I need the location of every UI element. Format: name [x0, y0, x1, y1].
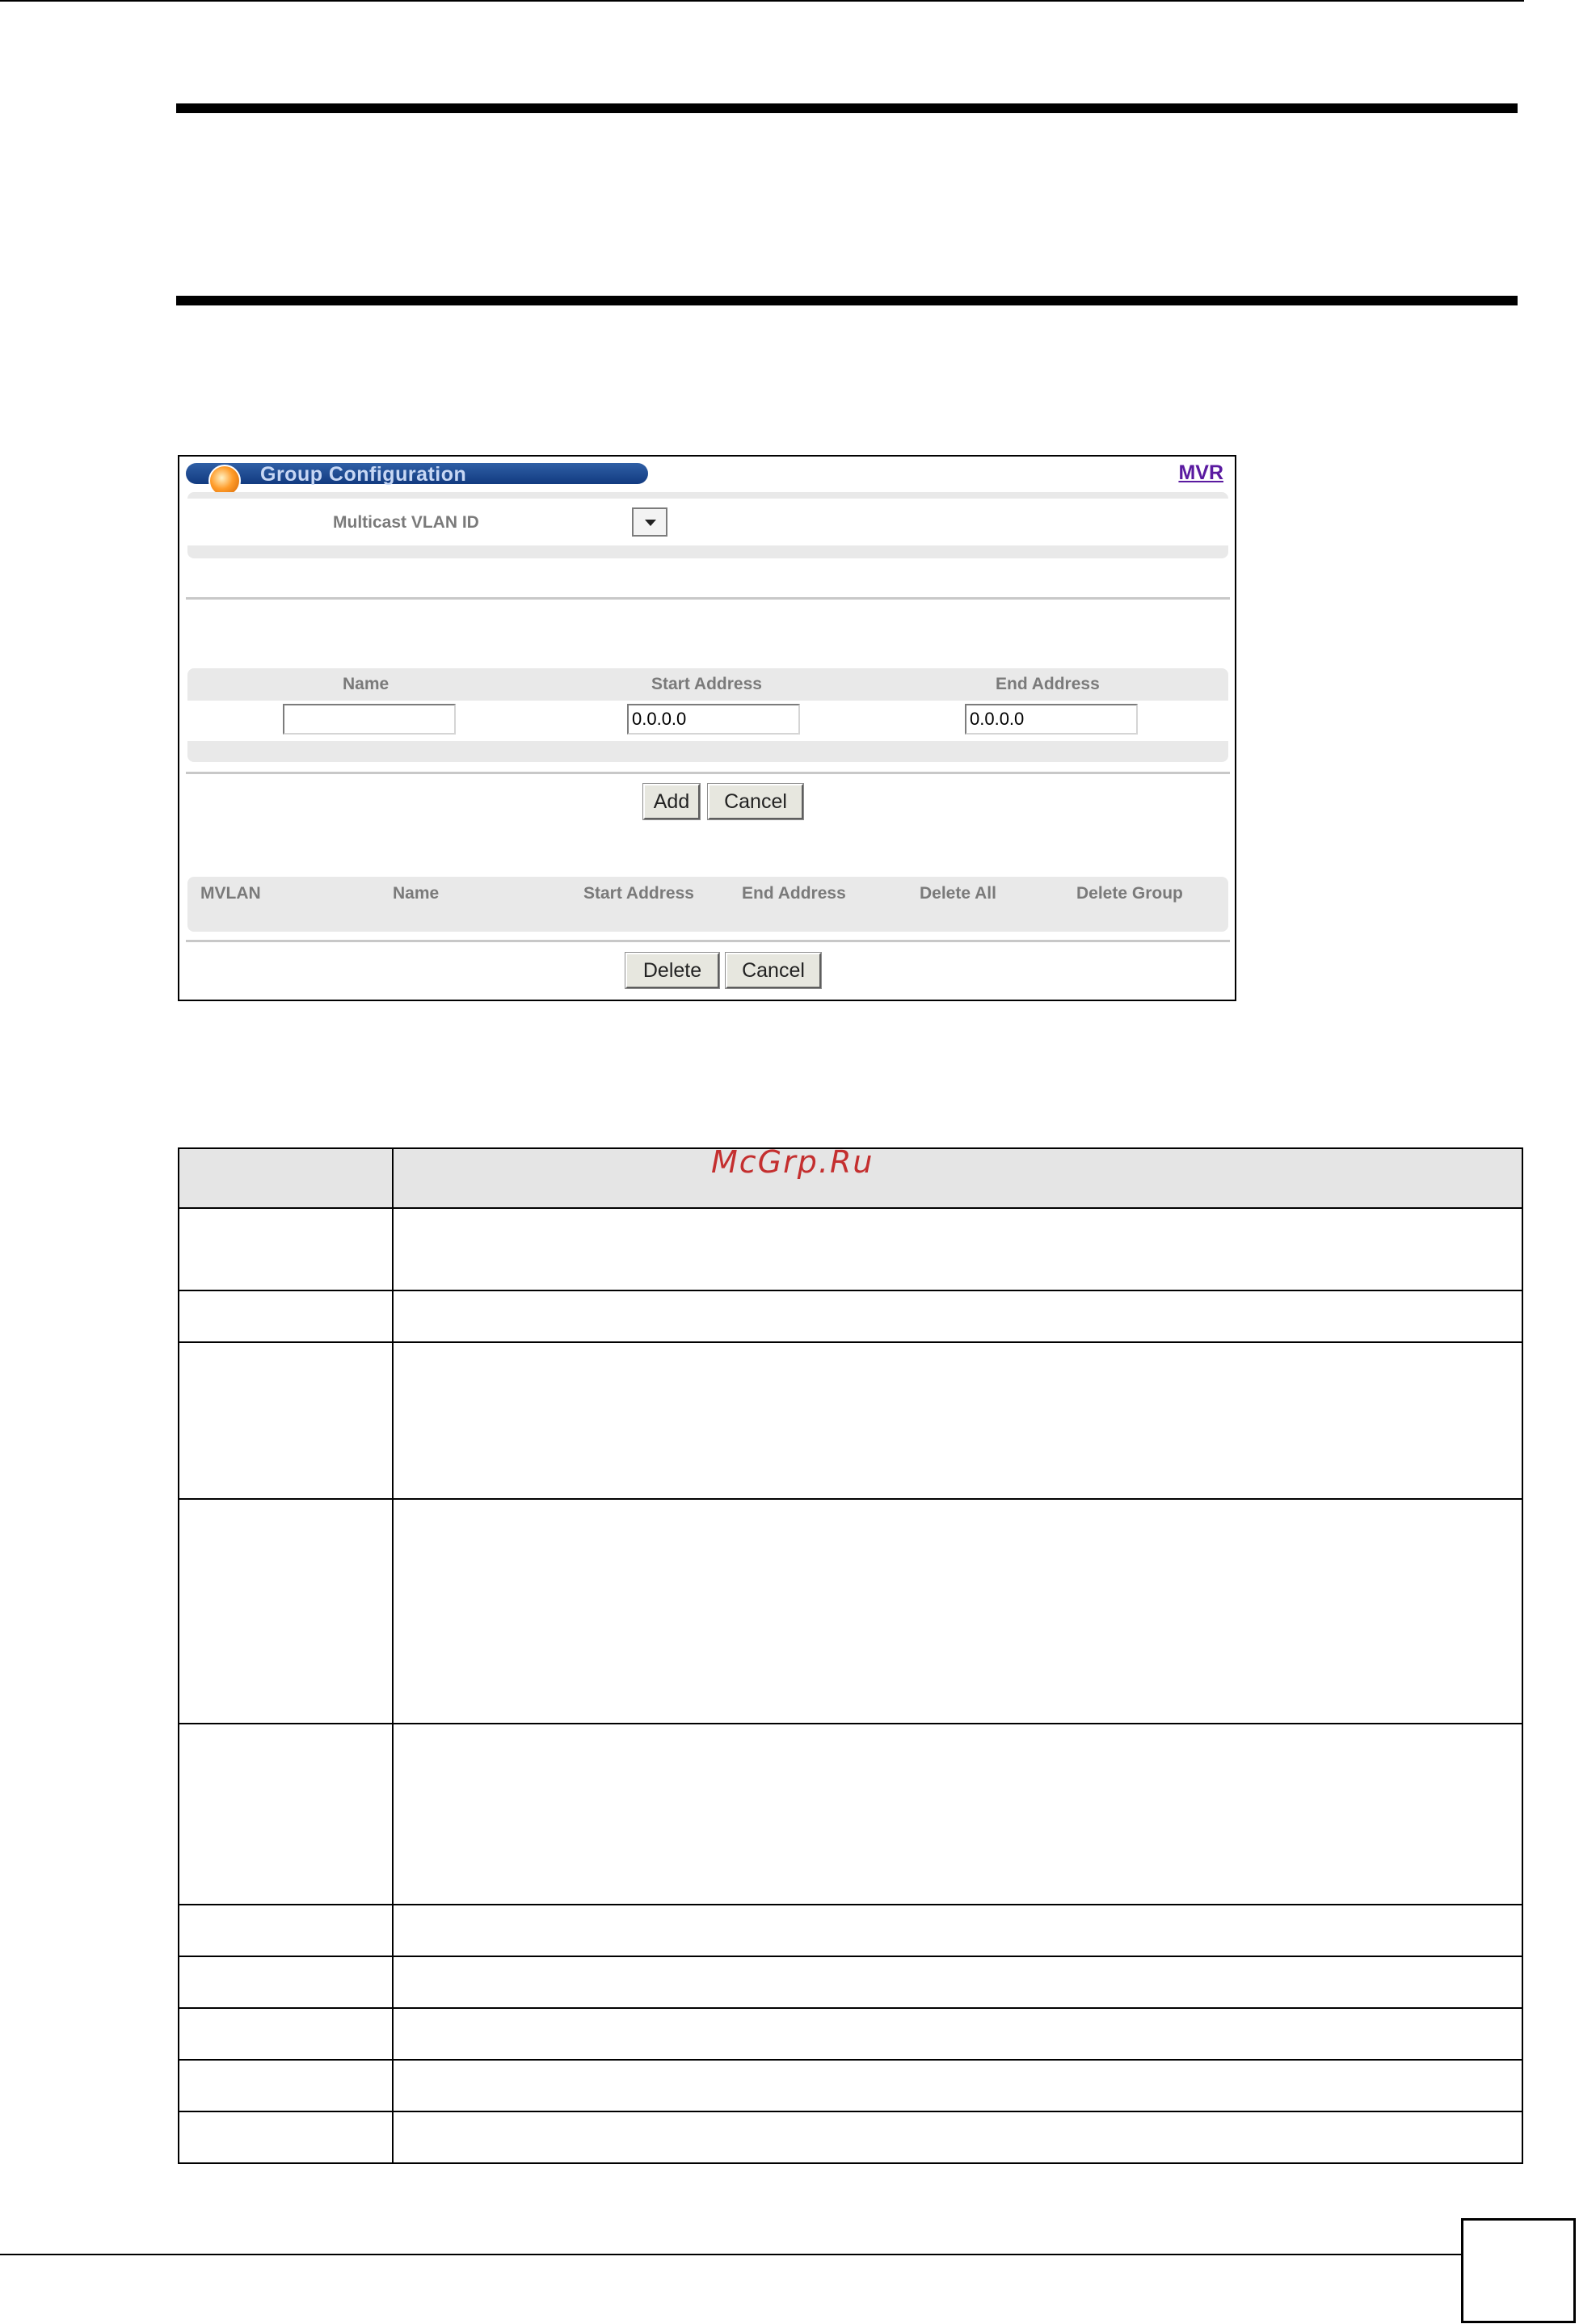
- divider-3: [186, 940, 1230, 942]
- table-cell: [179, 1499, 393, 1724]
- table-cell: [393, 1905, 1522, 1956]
- table-cell: [393, 1724, 1522, 1905]
- title-bar: [186, 463, 648, 484]
- table-row: [179, 1499, 1522, 1724]
- table-row: [179, 2008, 1522, 2060]
- list-header-delete-all: Delete All: [920, 884, 996, 903]
- name-input[interactable]: [283, 704, 456, 735]
- table-cell: [393, 1342, 1522, 1499]
- table-row: [179, 1208, 1522, 1290]
- delete-button[interactable]: Delete: [625, 953, 719, 988]
- table-cell: [179, 1724, 393, 1905]
- list-band: [187, 877, 1228, 932]
- list-header-end-address: End Address: [742, 884, 846, 903]
- multicast-vlan-select[interactable]: [632, 507, 667, 537]
- cancel-button[interactable]: Cancel: [708, 784, 803, 819]
- table-cell: [393, 1499, 1522, 1724]
- table-row: [179, 1905, 1522, 1956]
- multicast-vlan-label: Multicast VLAN ID: [333, 513, 479, 532]
- divider-2: [186, 772, 1230, 774]
- group-configuration-panel: [178, 455, 1236, 1001]
- start-address-input[interactable]: [627, 704, 800, 735]
- name-header: Name: [343, 675, 389, 693]
- table-cell: [393, 2060, 1522, 2111]
- top-rule: [0, 0, 1524, 2]
- end-address-header: End Address: [996, 675, 1100, 693]
- table-row: [179, 1342, 1522, 1499]
- end-address-input[interactable]: [965, 704, 1138, 735]
- table-cell: [393, 1956, 1522, 2008]
- table-header-cell: [393, 1148, 1522, 1208]
- table-cell: [179, 1905, 393, 1956]
- mvr-link[interactable]: MVR: [1178, 461, 1223, 484]
- description-table: [178, 1147, 1523, 2164]
- table-row: [179, 1956, 1522, 2008]
- table-cell: [179, 1342, 393, 1499]
- panel-title: Group Configuration: [260, 463, 467, 486]
- watermark: McGrp.Ru: [711, 1144, 874, 1180]
- table-cell: [179, 1208, 393, 1290]
- add-button[interactable]: Add: [643, 784, 700, 819]
- table-cell: [393, 2008, 1522, 2060]
- table-row: [179, 1724, 1522, 1905]
- chevron-down-icon: [645, 520, 656, 526]
- table-cell: [393, 2111, 1522, 2163]
- page-number-box: [1461, 2218, 1576, 2323]
- table-cell: [179, 2008, 393, 2060]
- cancel-button-2[interactable]: Cancel: [726, 953, 821, 988]
- list-header-delete-group: Delete Group: [1076, 884, 1183, 903]
- table-row: [179, 2060, 1522, 2111]
- table-cell: [179, 1290, 393, 1342]
- table-cell: [393, 1208, 1522, 1290]
- table-cell: [393, 1290, 1522, 1342]
- table-cell: [179, 2111, 393, 2163]
- start-address-header: Start Address: [651, 675, 762, 693]
- table-header-cell: [179, 1148, 393, 1208]
- footer-rule: [0, 2254, 1461, 2255]
- divider-1: [186, 597, 1230, 600]
- list-header-name: Name: [393, 884, 440, 903]
- table-row: [179, 1290, 1522, 1342]
- heading-rule-top: [176, 103, 1518, 113]
- list-header-start-address: Start Address: [583, 884, 694, 903]
- list-header-mvlan: MVLAN: [200, 884, 261, 903]
- table-row: [179, 2111, 1522, 2163]
- table-cell: [179, 1956, 393, 2008]
- table-cell: [179, 2060, 393, 2111]
- heading-rule-bottom: [176, 296, 1518, 305]
